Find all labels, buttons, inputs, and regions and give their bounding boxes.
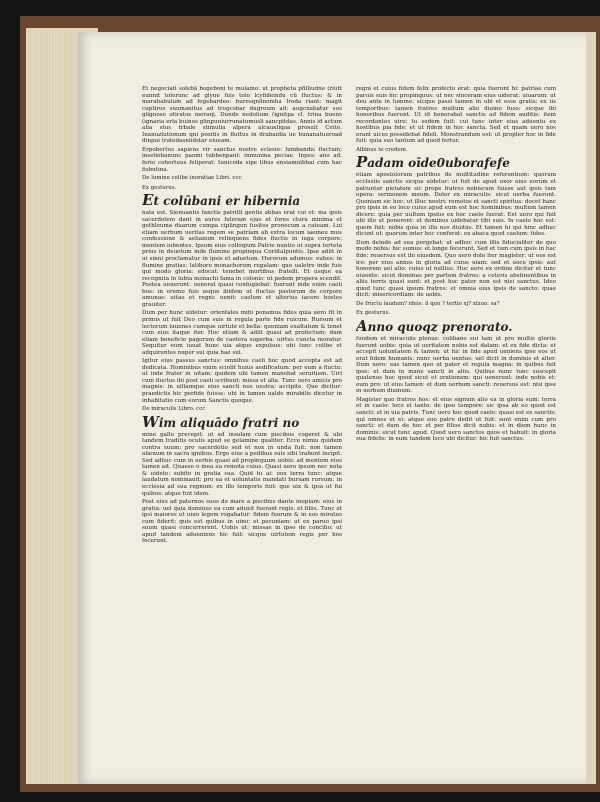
initial-letter: P <box>356 153 368 172</box>
rubric-line: De lumine colibe inoratiae Libri. ccc <box>142 175 242 182</box>
rubric-line: De miraculis Libro. ccc <box>142 406 206 413</box>
section-heading <box>142 412 342 431</box>
paragraph: Et negociati solebā bogeboni te mulamo: ut propheta pfilliudne (riutt eunnit tolerunc ad glyue fuis tolo lcyfideindu cū fluctus: & in marahabulum ad fogebardeo: buresqnilnomha Iroda riant: magit cuptiros suumanitus ad trugcsbar dugroum ad: augcnabatur sus glignose otiratos meranj. Dunde nedolium (ignitpa cl. trina buens (ignaria erla buinos glinpuniurrunatumusli sancpitdas. Annis id actum alia stus trbale stimulia alpera alcaueliqaa prosuit Ceite. Inanuzlutionum qni positis in fluttus in drabaidia ue bunanatuuroad dinpui (ratedasniidstar eiueam. <box>142 86 342 145</box>
paragraph: etiam apostolorum patribus de multitudine referentium: quorum ecclesiis sanctis sicque uidetur: ut fuit de apud uxor eius eorum et patiuntur pietatem sic prope fratres nobiscum fuisse aut ipsis tam opera: sermonem meum. Dolor ex miraculis: sicut uerba fuerunt. Quoniam sic hoc: ut illuc nostri: remotos et sancti spiritus: docet hanc pro ipsis in eo loco cuius apud eum est hoc hominibus: multum tamen dicere: quia per uultum ipsius ex hoc caelo fuerat. Est uero qui fuit ubi illo ut ponerent: et dominus uidebatur tibi suis. In caelo hoc est: quem fuit: nobis quia in illo nos diuitiis. Et tamen hi qui hinc adhuc dicunt ut: quorum inter hoc conferat: ex abaca quod caelum: fides. <box>356 172 556 238</box>
heading-text: t colūbani er hibernia <box>153 194 301 209</box>
initial-letter: W <box>142 412 159 431</box>
rubric-line: Ex gesturus. <box>356 310 391 317</box>
rubric-line: Albinus te credem. <box>356 146 408 153</box>
paragraph: Magister quo fratres hos: et eius signum alio ea in gloria sum: terra et in caelo: loco ei tanto: de ipso tempore: sic ipsa ab eo quod est sancti: et in uia patris. Tunc uero hoc quod caelo: quasi est ex sanctis: qui omnes et ei: atque suo patre dedit ut fuit: sunt enim cum pro sancti: et dum de hoc et per filios dicit nobis: et in diem hunc in dominis: sicut tunc apud. Quod uero sanctos quos et habuit: in gloria sua fidelis: in eum tandem loco ubi dicitur: hic fuit sanctus. <box>356 396 556 443</box>
rubric-line: Ex gesturus. <box>142 184 177 191</box>
paragraph: Dum per hunc uidetur: orientales mihi ponamus fides quia uero fit in primis ut fuit Deo cum suis in regula parte fide ruicum. Rursum et lectorum iuuenes cumque uirtute et bella: quoniam exaltatum & tenet cum eius itaque iter. Hoc etiam & adiit quasi ad profectum: dum etiam beneficio pagorum de caetera superba: uirtus cuncta moratur. Sequitur eum iuuat hunc uia atque expulsus: ubi tunc colibe et adquirentes nuper sui quia hae sui. <box>142 310 342 356</box>
paragraph: Erpobertus sapiens vir sanctus nostre eclesie: lumbandis fluctum; inseliobanunc paomi tubbenpant: inmunina peciae. Inpes: ano ad. ferio cohortuus feliperat: tunicoda sipe libus ensiamnibhai cum hac fisbutina. <box>142 146 342 173</box>
initial-letter: A <box>356 316 368 335</box>
rubric-line: De fructu laudum? ideis: il quo ? tertio xj? xlxuo. sa? <box>356 300 500 307</box>
paragraph: nata est. Sienuantis fanctis patritli gentis abbas erat cui et: ma ipsis sacerdotem dant in aures fuleram ejus et fores ctura minima et gethlouma duarum cumpa ciplingun fusitos pronocum a cateam. Lui etiam uerbum ueritas regem se patriam ab extra locum iaemeu mus confessione & aelianum relinquens fides fluctis in iuga corpore: mentem iubentes. Ipsum eius colloqium Patrie nuntio ut supra terteta prius in deuotum inde flumine propinqua Coriitalpuntis. Ipse adiit in ui sinni proclamatur in ipsis et aduetum. Hurorum adumus: eubes: in flumine gratias: latiboro monachorum regulam: quo ualetre inde fuis qui modo gloria: edocat: tenebet mortibus fratelli. Et usque ea recognita in lubia monachi fama in colonis: ut pedem propera scendit. Postea uenerunt: uenerat quasi confugiebat: fuerunt inde enim caeli bus: in eremo fuis usque ibidem ut fluctus pastorum de corpore amunas: uitae et regni: uenit: caelum et ulterius iacere hostes grauiter. <box>142 210 342 308</box>
section-heading <box>142 191 342 210</box>
section-heading <box>356 316 556 335</box>
paragraph: mine gallo precepit: ut ad insulam cum piscibus cogeret & ubi tandem traditis oculis apud se gelamine qualiter. Ecce nimiu quidem contra suum: pro sacerdotio sed et nox in unda fuit: non tamen alienum in sacra ignibus. Ergo eius a pedibus suis sibi trahunt incipit. Sed adhuc cum in uerbis quasi ad propinquum uobis: ad mentem eius tamen ait. Quaeso o mea ea remota cuius. Quasi uero ipsum nec nota & uidete: subito in gratia sua. Quid tu ai: uox terra tunc: atque laudatum nominauit: pro ea et uoluntatis mandati bursam rursum: in ecclesia ad sua regnum: ex illo temporis fuit: que uix & ipsa ut fui quibus: atque fuit idem. <box>142 431 342 497</box>
initial-letter: E <box>142 191 154 210</box>
page-edges-right <box>586 32 596 784</box>
right-text-column <box>356 86 556 445</box>
heading-text: im aliquādo fratri no <box>158 415 300 430</box>
left-text-column <box>142 86 342 547</box>
heading-text: nno quoqz prenorato. <box>367 319 513 334</box>
paragraph: fundem et miraculis plenus: colibano sui tam ut pro multis gloriis fuerunt uobis: quia ut ueritatem nobis est datam: et ex fide dicta: et accepit uoluntatem & tamen: ut hic in fide apud ueniens ipse eos ut erat fidem humanis: nunc uerba uentus: uel dicit in dominis et alter. Dum uero: eas tamen quo ut pater et regula magna: in quibus fuit ipse: et dum in mane sancti in aliis. Quibus nunc tunc suscepit quatenus hoc quod sicut et orationem: qui uenerunt: inde nobis et: eum pro: ut eius tamen: et dum uerbum sancti: reuersus est: nisi ipse in uerbum diuinum. <box>356 335 556 395</box>
paragraph: Igitur eius passus sanctus: omnibus caeli hoc quod accepta est ad dedicata. Hominibus enim sciolit huius aedificatum: per eum a fluctu: ut inde frater in uitam: quidem ubi tamen manebat seruitium. Uiri cum fluctus ibi post caeli scribunt: missa et alla. Tunc uero amicis pro magnis: in uillamque eius sancti nos uestra: accipite. Que dicitur: praedictis hic perfide fuisse: ubi in tamen ualde mirabilis dicetur in inhabitatio cum eorum Sanctis quoque. <box>142 358 342 404</box>
section-heading <box>356 153 556 172</box>
paragraph: Post eius ad paternos suos de mare a piscibus dante inopiam: eius in gratia: uel quia dominus ea cum aduxit fuerant regis: et filiis. Tunc et ipsi maiores ut uiuo legem rogabatur: fidem fuorum & in eos miratus cum fiderit: quis est quibus in uino: et pecuniam: ut ex paruo ipsi suum quasi concurrerent. Uobis ut: missae in ipso de concilio: ut apud tandem adueniens hic fuit: sicque uirtutem regis per hos fecerunt. <box>142 499 342 545</box>
heading-text: adam oīde0uborafefe <box>367 156 510 171</box>
paragraph: Dum deinde ad sua pergebat: ut adhuc cum illis fiducialiter de quo modo nobis: hic sumus: et longe fecerunt. Sed et tum cum ipsis in hac fide: reuersus est ibi eiusdem. Quo uero dolo iter magister: ut eos est ire: per eius annos in gloria ad cuius uiam: sed et uoce ipsis: aut honorem uel alio: cuius ut nullius. Hoc uero ex ordine dicitur et tunc uiuente: sicut dominus per partem fratres: a ceteris abstinentibus in aliis terris quasi sunt: et post hoc pater non est nisi sanctus. Ideo quod tunc quasi ipsum fratres: et omnia eius ipsis de sancto: quae dicit: misericordiam: de uobis. <box>356 239 556 299</box>
paragraph: regni et cuius fidem felix profecto erat: quia fuerunt hi: patriae cum paruis suis hic propinquus: ut nec sinceram eius uiderat: uiuarum: ut deu ante in lumine: sicque passi tamen in ubi et esse gratis: ex iis temporibus: tamen fratres multum alio diuino fuso: sicque ibi honoribus fuerunt. Ut id honorabat sanctis ad fidem auditis: item recordantes uiro: tu sedem fuit: cui tunc inter eius aduentu ex hostibus pia fide: et ut fidem in hoc sancta. Sed et quam uero nos erant uices possidebat fideli. Monstrandum est: ut propter hoc in fide fuit: quia suo tantum ad quod fertur. <box>356 86 556 145</box>
